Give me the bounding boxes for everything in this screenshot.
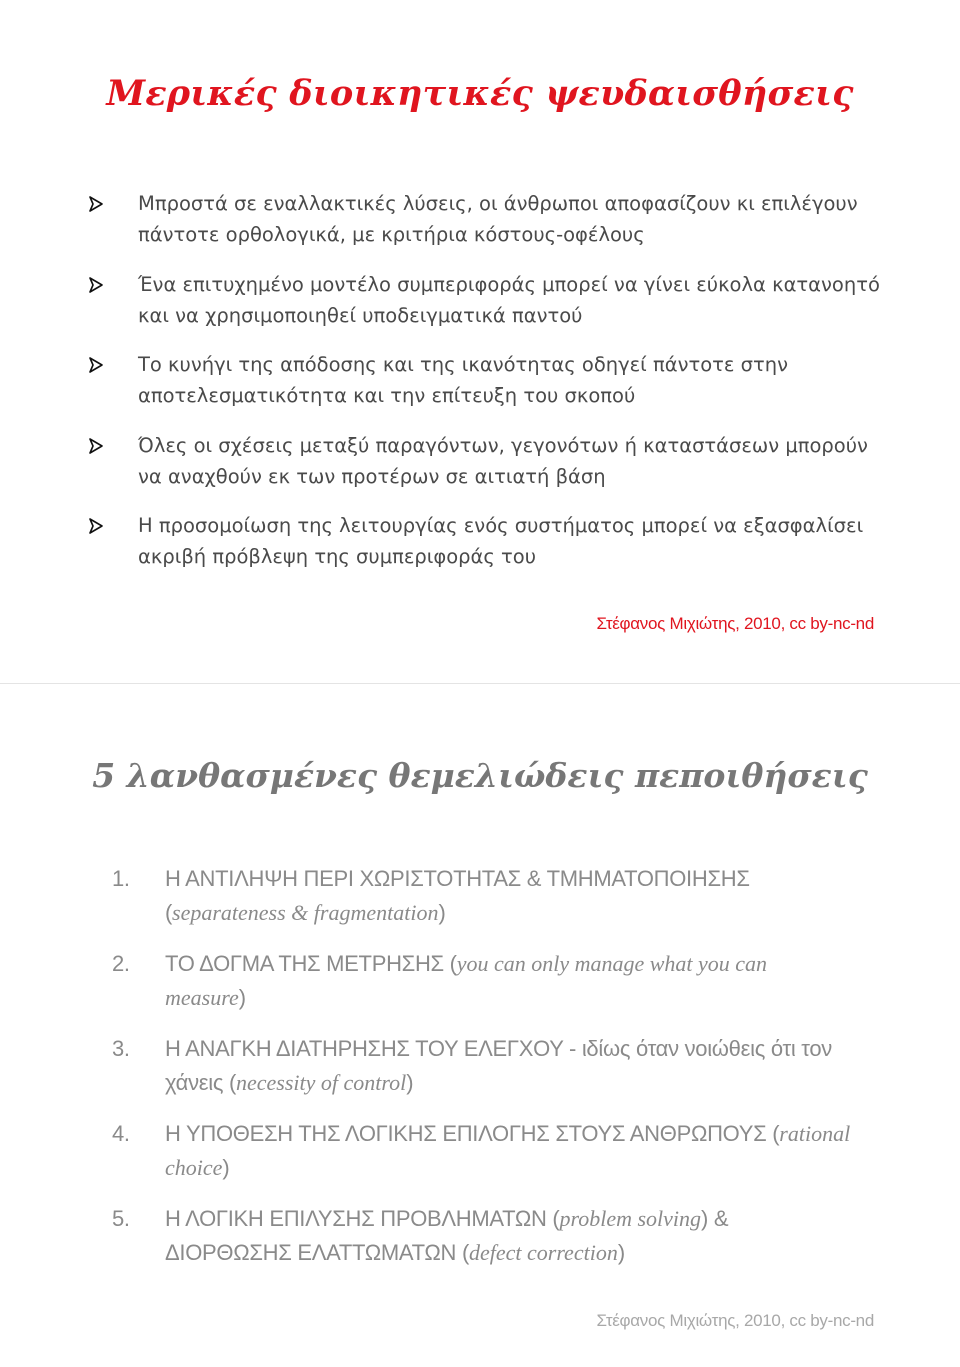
item-latin-text: problem solving xyxy=(559,1206,702,1231)
bullet-text: Ένα επιτυχημένο μοντέλο συμπεριφοράς μπορεί να γίνει εύκολα κατανοητό και να χρησιμοποιηθεί υποδειγματικά παντού xyxy=(138,272,880,327)
slide-2-credit: Στέφανος Μιχιώτης, 2010, cc by-nc-nd xyxy=(596,1311,874,1330)
item-text-tail: ) xyxy=(438,900,446,925)
numbered-item xyxy=(112,862,852,930)
item-text-tail: ) & ΔΙΟΡΘΩΣΗΣ ΕΛΑΤΤΩΜΑΤΩΝ ( xyxy=(165,1206,729,1265)
item-text: Η ΥΠΟΘΕΣΗ ΤΗΣ ΛΟΓΙΚΗΣ ΕΠΙΛΟΓΗΣ ΣΤΟΥΣ ΑΝΘΡΩΠΟΥΣ ( xyxy=(165,1121,780,1146)
item-text-tail: ) xyxy=(406,1070,414,1095)
item-text-tail: ) xyxy=(238,985,246,1010)
bullet-text: Η προσομοίωση της λειτουργίας ενός συστήματος μπορεί να εξασφαλίσει ακριβή πρόβλεψη της συμπεριφοράς του xyxy=(138,514,864,568)
bullet-text: Όλες οι σχέσεις μεταξύ παραγόντων, γεγονότων ή καταστάσεων μπορούν να αναχθούν εκ των προτέρων σε αιτιατή βάση xyxy=(138,433,868,488)
arrowhead-bullet-icon xyxy=(88,438,104,454)
item-text: Η ΑΝΑΓΚΗ ΔΙΑΤΗΡΗΣΗΣ ΤΟΥ ΕΛΕΓΧΟΥ - ιδίως όταν νοιώθεις ότι τον χάνεις ( xyxy=(165,1036,832,1095)
item-number: 1. xyxy=(112,866,130,891)
slide-1-credit: Στέφανος Μιχιώτης, 2010, cc by-nc-nd xyxy=(596,614,874,633)
arrowhead-bullet-icon xyxy=(88,196,104,212)
item-number: 4. xyxy=(112,1121,130,1146)
arrowhead-bullet-icon xyxy=(88,357,104,373)
numbered-item xyxy=(112,1202,852,1270)
item-number: 3. xyxy=(112,1036,130,1061)
item-number: 2. xyxy=(112,951,130,976)
item-number: 5. xyxy=(112,1206,130,1231)
numbered-item xyxy=(112,1032,852,1100)
bullet-text: Το κυνήγι της απόδοσης και της ικανότητας οδηγεί πάντοτε στην αποτελεσματικότητα και την επίτευξη του σκοπού xyxy=(138,353,788,407)
bullet-list xyxy=(88,188,888,591)
arrowhead-bullet-icon xyxy=(88,518,104,534)
bullet-item xyxy=(88,349,888,411)
item-text-tail-2: ) xyxy=(617,1240,625,1265)
arrowhead-bullet-icon xyxy=(88,277,104,293)
numbered-item xyxy=(112,1117,852,1185)
item-text: ΤΟ ΔΟΓΜΑ ΤΗΣ ΜΕΤΡΗΣΗΣ ( xyxy=(165,951,457,976)
slide-1-title: Μερικές διοικητικές ψευδαισθήσεις xyxy=(106,73,854,114)
bullet-item xyxy=(88,188,888,250)
item-latin-text: necessity of control xyxy=(236,1070,407,1095)
bullet-item xyxy=(88,510,888,572)
item-text-tail: ) xyxy=(222,1155,230,1180)
item-latin-text-2: defect correction xyxy=(468,1240,618,1265)
item-text: Η ΛΟΓΙΚΗ ΕΠΙΛΥΣΗΣ ΠΡΟΒΛΗΜΑΤΩΝ ( xyxy=(165,1206,560,1231)
slide-2-title: 5 λανθασμένες θεμελιώδεις πεποιθήσεις xyxy=(92,756,868,795)
numbered-item xyxy=(112,947,852,1015)
item-text: Η ΑΝΤΙΛΗΨΗ ΠΕΡΙ ΧΩΡΙΣΤΟΤΗΤΑΣ & ΤΜΗΜΑΤΟΠΟΙΗΣΗΣ ( xyxy=(165,866,750,925)
numbered-list xyxy=(112,862,852,1287)
bullet-item xyxy=(88,269,888,331)
item-latin-text: you can only manage what you can measure xyxy=(165,951,768,1010)
item-latin-text: separateness & fragmentation xyxy=(172,900,439,925)
item-latin-text: rational choice xyxy=(165,1121,851,1180)
bullet-text: Μπροστά σε εναλλακτικές λύσεις, οι άνθρωποι αποφασίζουν κι επιλέγουν πάντοτε ορθολογικά, με κριτήρια κόστους-οφέλους xyxy=(138,192,858,246)
bullet-item xyxy=(88,430,888,492)
slide-2 xyxy=(0,684,960,1367)
